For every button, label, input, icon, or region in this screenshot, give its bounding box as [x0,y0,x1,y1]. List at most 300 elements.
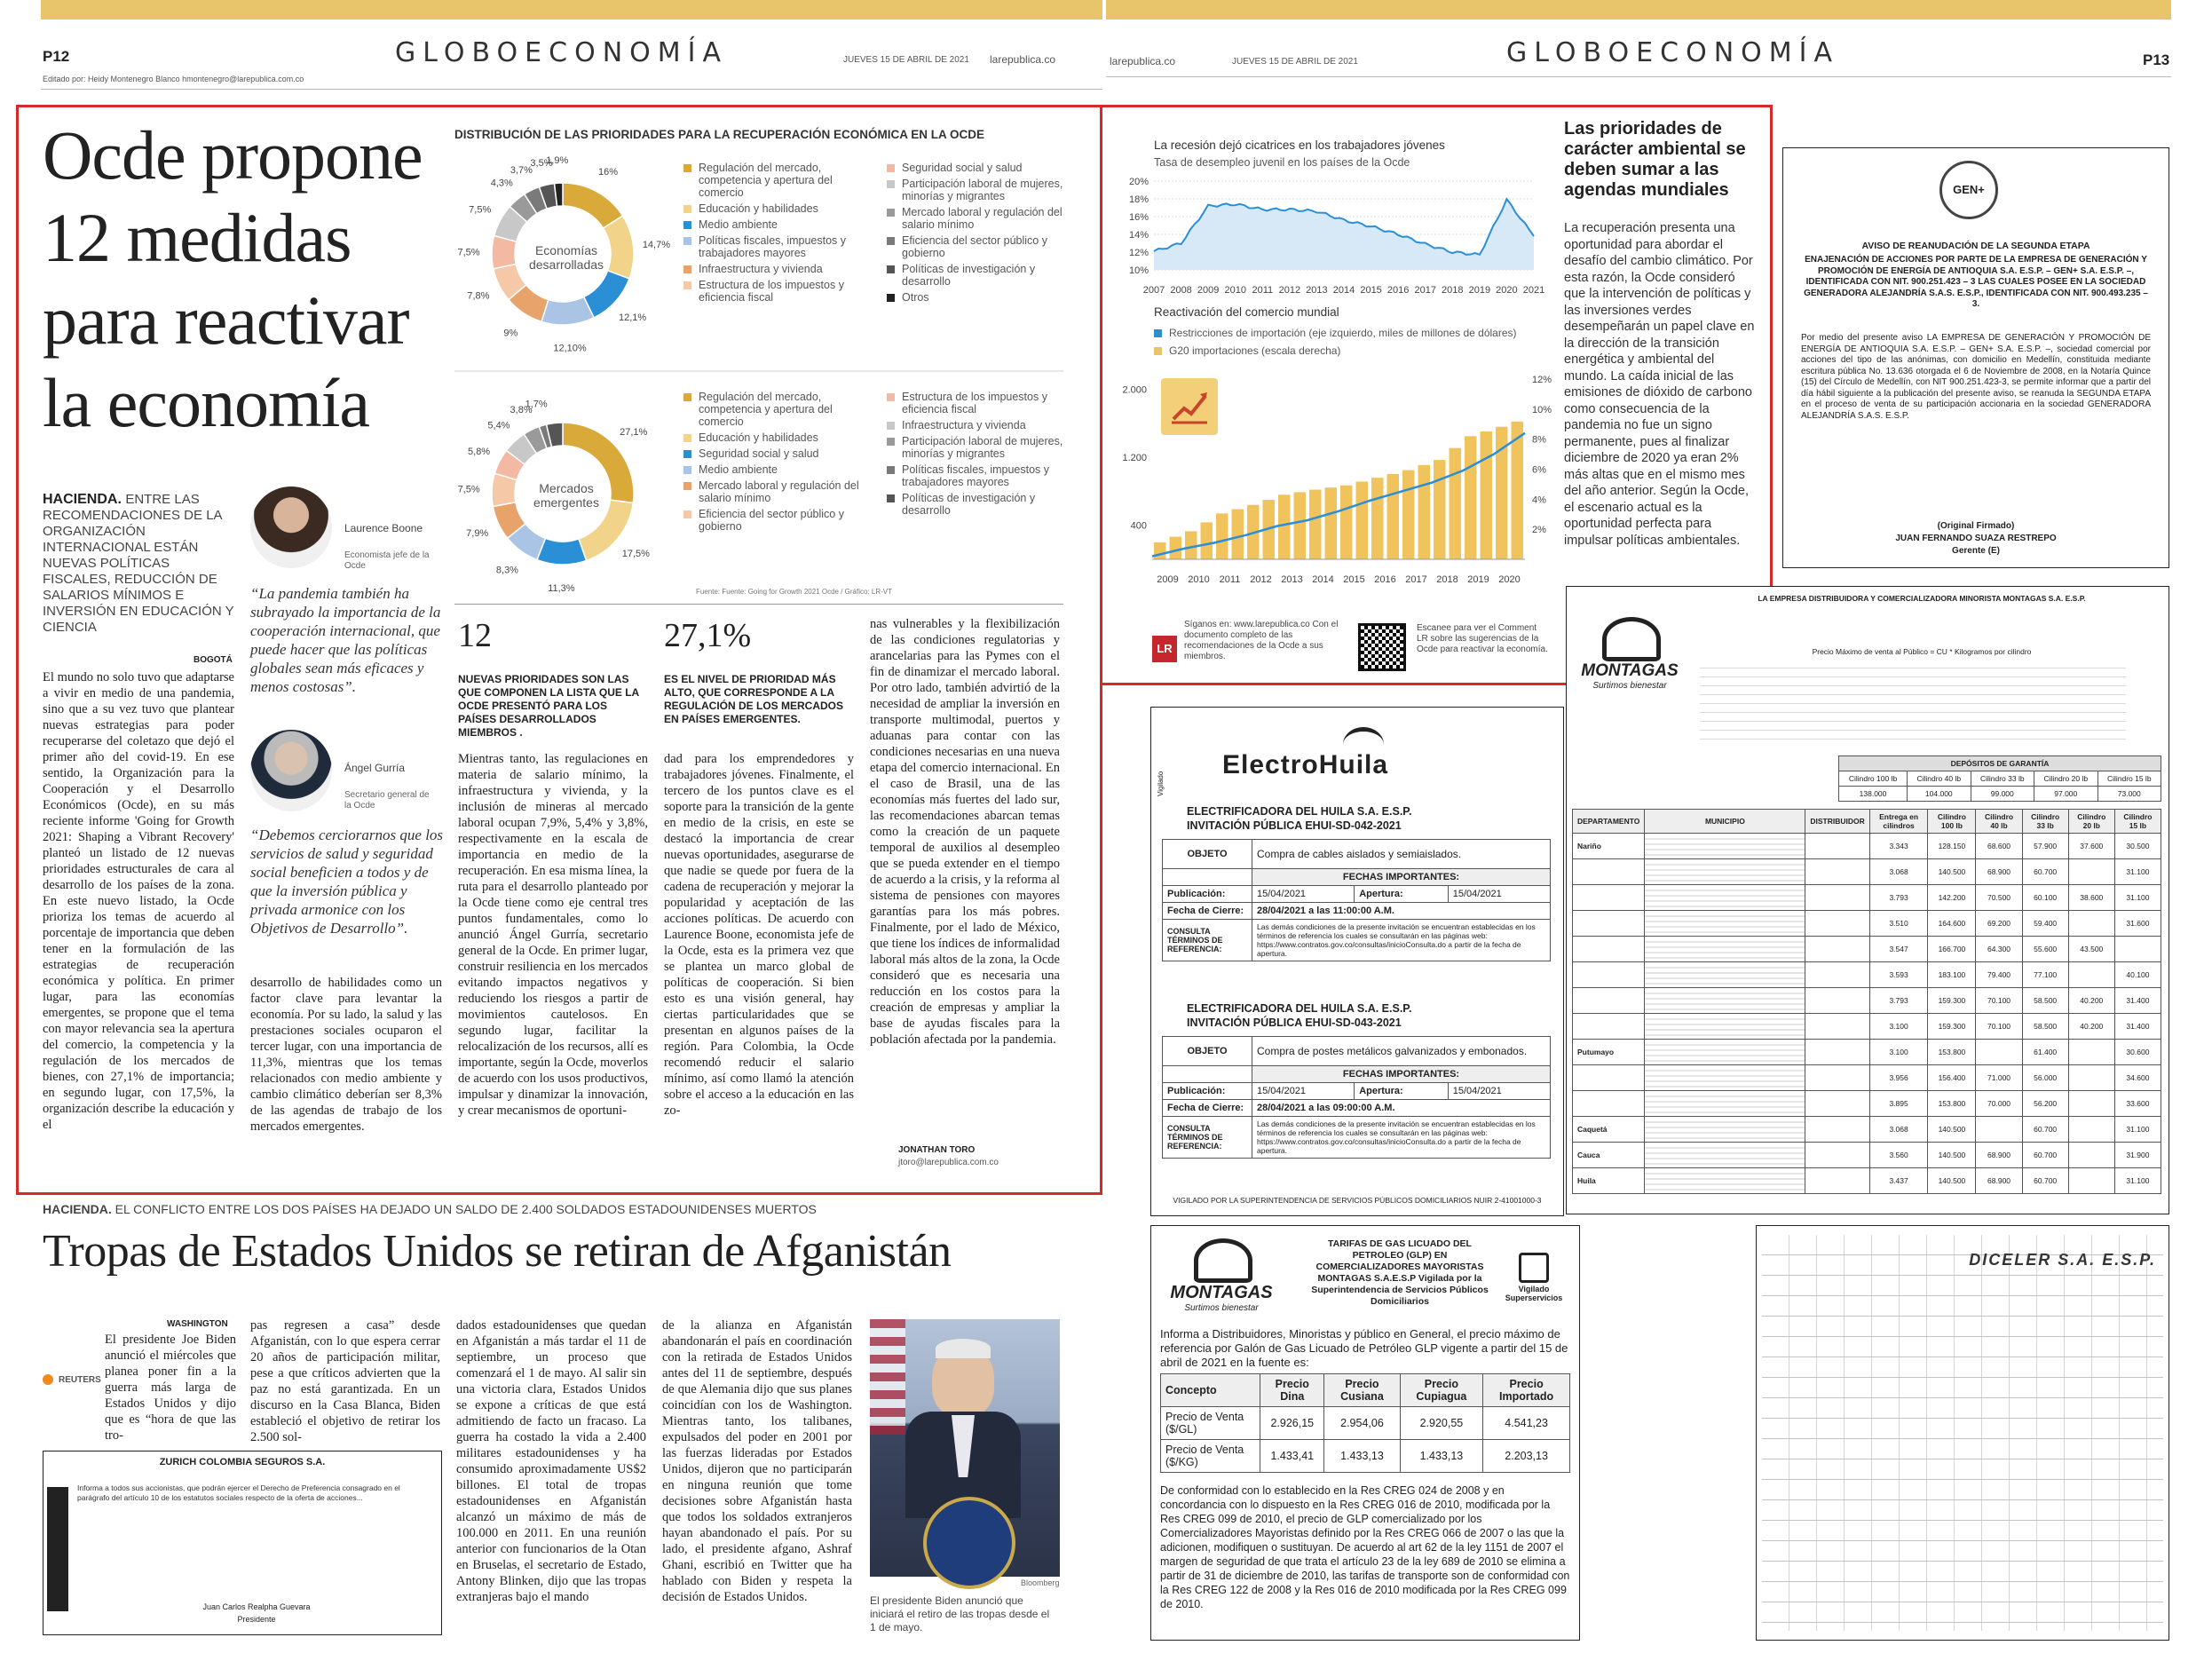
legend-label: Políticas fiscales, impuestos y trabajadores mayores [902,463,1050,488]
donut-slice-label: 8,3% [495,565,518,576]
second-dateline: WASHINGTON [167,1319,228,1329]
table-cell: 71.000 [1976,1065,2022,1091]
electrohuila-vigilado: Vigilado [1157,771,1165,796]
donut-slice [541,297,594,325]
table-cell: 37.600 [2068,834,2114,859]
table-cell: 183.100 [1928,962,1976,988]
superservicios-label: Vigilado Superservicios [1505,1285,1563,1302]
montagas-tariff-ad [1150,1225,1580,1641]
table-cell: 58.500 [2022,988,2068,1014]
second-col-3: dados estadounidenses que quedan en Afganistán a más tardar el 11 de septiembre, un proceso que comenzará el 1 de mayo. Al salir sin una victoria clara, Estados Unidos se expone a críticas de que está admitiendo de facto un fracaso. La guerra ha costado la vida a 2.400 militares estadounidenses y ha consumido aproximadamente US$2 billones. El total de tropas estadounidenses en Afganistán alcanzó un máximo de más de 100.000 en 2011. En una reunión anterior con funcionarios de la Otan en Bruselas, el secretario de Estado, Antony Blinken, dijo que las tropas extranjeras bajo el mando [456,1318,646,1604]
eh-ap-label-1: Apertura: [1355,886,1449,903]
table-cell [1645,1091,1805,1117]
bar-chart-title: Reactivación del comercio mundial [1154,305,1339,319]
table-cell: 68.600 [1976,834,2022,859]
eh-pub-label-2: Publicación: [1163,1083,1252,1100]
person2-name: Ángel Gurría [344,762,406,774]
table-cell: 33.600 [2114,1091,2161,1117]
table-cell: 3.100 [1869,1014,1928,1040]
zurich-side-bar [47,1487,68,1611]
qr-code-icon[interactable] [1358,623,1406,671]
montagas-tariff-intro: Informa a Distribuidores, Minoristas y público en General, el precio máximo de referencia por Galón de Gas Licuado de Petróleo GLP vigente a partir del 15 de abril de 2021 en la fuente es: [1160,1327,1568,1369]
line-y-tick: 10% [1128,265,1149,276]
legend-item [887,178,1074,202]
second-headline: Tropas de Estados Unidos se retiran de Afganistán [43,1226,952,1277]
deposit-header: DEPÓSITOS DE GARANTÍA [1839,756,2161,771]
table-cell: 30.500 [2114,834,2161,859]
donut-slice-label: 12,1% [618,312,647,324]
line-x-tick: 2017 [1414,285,1436,296]
bar-right-tick: 6% [1532,464,1546,476]
second-deck [43,1202,817,1216]
table-cell: 60.700 [2022,1117,2068,1143]
date-left: JUEVES 15 DE ABRIL DE 2021 [843,55,969,65]
montagas-deposit-table [1838,755,2161,802]
table-header-cell: Entrega en cilindros [1869,810,1928,834]
stat1-text: NUEVAS PRIORIDADES SON LAS QUE COMPONEN LA LISTA QUE LA OCDE PRESENTÓ PARA LOS PAÍSES DESARROLLADOS MIEMBROS . [458,673,639,739]
legend-swatch [683,281,691,289]
bar-import-restrictions [1216,513,1228,559]
zurich-body: Informa a todos sus accionistas, que podrán ejercer el Derecho de Preferencia consagrado en el parágrafo del artículo 10 de los estatutos sociales respecto de la oferta de acciones... [77,1483,400,1502]
montagas-flame-icon [1602,617,1661,661]
table-cell: Cauca [1573,1143,1645,1168]
table-cell: 140.500 [1928,1143,1976,1168]
avatar-angel-gurria [250,730,332,811]
table-row [1573,1117,2161,1143]
bar-x-tick: 2018 [1436,574,1458,585]
donut-bottom-rule [454,604,1063,605]
table-cell: 166.700 [1928,937,1976,962]
eh-cierre-label-1: Fecha de Cierre: [1163,903,1252,920]
table-cell: 159.300 [1928,1014,1976,1040]
table-cell: 40.200 [2068,988,2114,1014]
bar-x-tick: 2010 [1188,574,1210,585]
legend-item [887,391,1074,415]
table-cell [1645,911,1805,937]
line-chart-subtitle: Tasa de desempleo juvenil en los países de la Ocde [1154,156,1410,169]
donut2-center-label: Mercados emergentes [533,481,599,510]
legend-swatch [683,434,691,442]
table-cell: 40.100 [2114,962,2161,988]
table-cell: 31.400 [2114,988,2161,1014]
main-deck [43,492,234,636]
legend-label: Otros [902,291,929,304]
donut-slice-label: 11,3% [548,582,575,594]
second-kicker: HACIENDA. [43,1202,112,1216]
eh-objeto-1: Compra de cables aislados y semiaislados. [1252,840,1551,869]
bar-import-restrictions [1325,487,1338,559]
line-y-tick: 20% [1128,177,1149,187]
eh-company-1: ELECTRIFICADORA DEL HUILA S.A. E.S.P. [1187,805,1412,818]
legend-swatch [887,164,895,172]
table-cell: 153.800 [1928,1091,1976,1117]
table-cell: 77.100 [2022,962,2068,988]
legend-swatch [887,494,895,502]
date-right: JUEVES 15 DE ABRIL DE 2021 [1232,57,1358,67]
legend-item [683,234,871,259]
montagas-tariff-title: TARIFAS DE GAS LICUADO DEL PETROLEO (GLP) EN COMERCIALIZADORES MAYORISTAS MONTAGAS S.A.E.S.P Vigilada por la Superintendencia de Servicios Públicos Domiciliarios [1311,1238,1489,1307]
table-cell [1805,988,1869,1014]
table-cell [1805,1014,1869,1040]
table-cell [1645,1117,1805,1143]
legend-item [683,447,871,460]
montagas-tariff-footer: De conformidad con lo establecido en la Res CREG 024 de 2008 y en concordancia con lo dispuesto en la Res CREG 016 de 2010, modificada por la Res CREG 099 de 2010, el precio de GLP comercializado por los Comercializadores Mayoristas definido por la Res CREG 066 de 2007 o las que la adicionen, modifiquen o sustituyan. De acuerdo al art 62 de la ley 1151 de 2007 el margen de seguridad de que trata el artículo 23 de la ley 689 de 2010 se elimina a partir de 31 de diciembre de 2010, las tarifas de transporte son de conformidad con la Res CREG 122 de 2008 y la Res 016 de 2010 modificada por la Res CREG 099 de 2010. [1160,1484,1570,1610]
reuters-label: REUTERS [59,1374,101,1385]
legend-swatch [887,393,895,401]
table-header-cell: DEPARTAMENTO [1573,810,1645,834]
bar-x-tick: 2012 [1250,574,1272,585]
legend-label: Políticas de investigación y desarrollo [902,263,1036,288]
legend-item [887,291,1074,304]
main-col-5: nas vulnerables y la flexibilización de las condiciones regulatorias y arancelarias para las Pymes con el fin de dinamizar el mercado laboral. Por otro lado, también advirtió de la necesidad de ampliar la inversión en transporte multimodal, puertos y aduanas para contar con las condiciones necesarias en una nueva etapa del comercio internacional. En el caso de Brasil, una de las economías más fuertes del lado sur, las recomendaciones abarcan temas como la creación de un paquete temporal de auxilios al desempleo que se pueda extender en el tiempo de acuerdo a la crisis, y la reforma al sistema de pensiones con mayores garantías para los más pobres. Finalmente, por el lado de México, que tiene los índices de informalidad laboral más altos de la zona, la Ocde consideró que es necesaria una reducción en los costos para la creación de empresas y ampliar la base de ayudas fiscales para la población afectada por la pandemia. [870,617,1060,1047]
table-cell: 79.400 [1976,962,2022,988]
deposit-val: 138.000 [1839,787,1908,802]
table-row [1573,1168,2161,1194]
tariff-cell: 1.433,13 [1324,1440,1400,1473]
table-cell: 56.000 [2022,1065,2068,1091]
legend-item [887,234,1074,259]
legend-swatch [683,393,691,401]
quote-boone: “La pandemia también ha subrayado la importancia de la cooperación internacional, que puede hacer que las políticas globales sean más eficaces y menos costosas”. [250,585,441,695]
legend-swatch [683,510,691,518]
eh-fechas-label-2: FECHAS IMPORTANTES: [1252,1066,1551,1083]
eh-pub-label-1: Publicación: [1163,886,1252,903]
bar-import-restrictions [1278,494,1291,559]
eh-company-2: ELECTRIFICADORA DEL HUILA S.A. E.S.P. [1187,1002,1412,1015]
quote-gurria: “Debemos cerciorarnos que los servicios de salud y seguridad social beneficien a todos y de que la inversión pública y privada armonice con los Objetivos de Desarrollo”. [250,827,444,937]
bar-right-tick: 12% [1532,374,1552,385]
table-cell: 3.593 [1869,962,1928,988]
lr-logo-icon: LR [1152,636,1177,662]
table-cell: 153.800 [1928,1040,1976,1065]
legend-label: Mercado laboral y regulación del salario mínimo [699,479,859,504]
legend-item [683,463,871,476]
table-cell: Nariño [1573,834,1645,859]
biden-photo [870,1319,1060,1577]
legend-label: Estructura de los impuestos y eficiencia fiscal [902,391,1047,415]
legend-item [887,263,1074,288]
table-cell: 40.200 [2068,1014,2114,1040]
table-cell: 140.500 [1928,859,1976,885]
header-rule-right [1106,76,2171,77]
legend-label: Mercado laboral y regulación del salario mínimo [902,206,1063,231]
line-y-tick: 12% [1128,248,1149,258]
table-cell: 3.793 [1869,885,1928,911]
table-cell [1645,988,1805,1014]
deposit-val: 104.000 [1908,787,1971,802]
gen-logo: GEN+ [1939,161,1998,219]
header-rule-left [41,89,1102,90]
line-y-tick: 16% [1128,212,1149,223]
table-row [1573,834,2161,859]
superservicios-badge [1503,1253,1565,1302]
page-number-left: P12 [43,48,70,65]
bar-x-tick: 2013 [1281,574,1303,585]
legend-item [887,435,1074,460]
bar-import-restrictions [1450,448,1462,559]
eh-ap-date-2: 15/04/2021 [1448,1083,1550,1100]
table-cell: 3.547 [1869,937,1928,962]
bar-import-restrictions [1340,486,1353,559]
table-cell: 156.400 [1928,1065,1976,1091]
bar-left-tick: 400 [1130,520,1147,532]
donut-slice-label: 9% [503,328,518,339]
table-cell: 70.000 [1976,1091,2022,1117]
table-cell: 61.400 [2022,1040,2068,1065]
table-cell: 68.900 [1976,1168,2022,1194]
deck-text: ENTRE LAS RECOMENDACIONES DE LA ORGANIZACIÓN INTERNACIONAL ESTÁN NUEVAS POLÍTICAS FISCALES, REDUCCIÓN DE SALARIOS MÍNIMOS E INVERSIÓN EN EDUCACIÓN Y CIENCIA [43,492,234,635]
table-row [1573,859,2161,885]
line-y-tick: 18% [1128,194,1149,205]
legend-item [683,508,871,533]
bar-import-restrictions [1371,478,1384,559]
second-col-1: El presidente Joe Biden anunció el miércoles que planea poner fin a la guerra más larga de Estados Unidos y dijo que es “hora de que las tro- [105,1333,236,1443]
table-cell: Putumayo [1573,1040,1645,1065]
table-cell [2068,1143,2114,1168]
zurich-signer: Juan Carlos Realpha Guevara [202,1602,311,1611]
legend-label: Regulación del mercado, competencia y apertura del comercio [699,391,833,428]
site-right: larepublica.co [1110,55,1176,67]
table-cell: 58.500 [2022,1014,2068,1040]
legend-label: Infraestructura y vivienda [699,263,823,275]
table-cell [1805,885,1869,911]
diceler-ad [1756,1225,2169,1641]
stat1-value: 12 [458,617,492,654]
eh-fechas-label-1: FECHAS IMPORTANTES: [1252,869,1551,886]
main-col-3: Mientras tanto, las regulaciones en materia de salario mínimo, la infraestructura y vivienda, y la inclusión de mineras al mercado laboral ocupan 7,9%, 5,4% y 3,8%, respectivamente en la escala de importancia en medio de la recuperación. En esa misma línea, la ruta para el desarrollo planteado por la Ocde tiene como eje central tres puntos fundamentales, como lo anunció Ángel Gurría, secretario general de la Ocde. En primer lugar, construir resiliencia en los mercados evitando impactos negativos y reduciendo los riesgos a partir de movimientos cautelosos. En segundo lugar, facilitar la relocalización de los recursos, allí es importante, según la Ocde, moverlos de acuerdo con los usos productivos, impulsar y dinamizar la innovación, y crear mecanismos de oportuni- [458,752,648,1118]
line-x-tick: 2019 [1468,285,1491,296]
bar-import-restrictions [1154,542,1166,559]
table-cell: 140.500 [1928,1168,1976,1194]
montagas-top-tagline: Surtimos bienestar [1592,681,1667,691]
gold-header-bar-right [1106,0,2171,20]
line-chart-title: La recesión dejó cicatrices en los trabajadores jóvenes [1154,138,1445,152]
table-cell [2114,937,2161,962]
bar-left-tick: 2.000 [1122,384,1147,396]
table-cell: 31.100 [2114,859,2161,885]
table-cell: 128.150 [1928,834,1976,859]
legend-swatch [887,294,895,302]
photo-caption: El presidente Biden anunció que iniciará el retiro de las tropas desde el 1 de mayo. [870,1594,1050,1633]
dateline-bogota: BOGOTÁ [194,655,233,665]
legend-label: Políticas de investigación y desarrollo [902,492,1036,517]
donut1-legend [683,162,1074,307]
table-cell [1805,1040,1869,1065]
electrohuila-arc-icon [1343,727,1384,762]
line-x-tick: 2012 [1278,285,1301,296]
donut-slice-label: 17,5% [621,548,650,559]
tariff-cell: Precio de Venta ($/GL) [1161,1407,1260,1440]
eh-ap-label-2: Apertura: [1355,1083,1449,1100]
table-cell: Caquetá [1573,1117,1645,1143]
deposit-col: Cilindro 33 lb [1971,771,2034,787]
donut-slice-label: 7,5% [457,484,480,495]
table-cell: 60.700 [2022,859,2068,885]
eh-consulta-2: Las demás condiciones de la presente invitación se encuentran establecidas en los términos de referencia los cuales se consultarán en las páginas web: https://www.contratos.gov.co/consultas/inicioConsulta.do a partir de la fecha de apertura. [1252,1117,1551,1159]
montagas-table-ad [1566,586,2169,1214]
stat2-value: 27,1% [664,617,752,654]
line-x-tick: 2010 [1224,285,1246,296]
table-cell: 3.100 [1869,1040,1928,1065]
donut-slice-label: 12,10% [553,343,587,354]
eh-consulta-label-2: CONSULTA TÉRMINOS DE REFERENCIA: [1163,1117,1252,1159]
table-cell [1573,859,1645,885]
table-row [1573,962,2161,988]
photo-flag [870,1319,905,1435]
tariff-cell: Precio Cusiana [1324,1374,1400,1407]
table-cell [1805,937,1869,962]
legend-item [887,419,1074,431]
trend-chart-icon [1161,378,1218,435]
table-cell [1645,1143,1805,1168]
zurich-ad [43,1451,442,1635]
table-cell: 68.900 [1976,859,2022,885]
bar-import-restrictions [1465,436,1477,559]
tariff-cell: 1.433,13 [1400,1440,1483,1473]
legend-label: Educación y habilidades [699,431,818,444]
legend-label: Participación laboral de mujeres, minorías y migrantes [902,435,1063,460]
montagas-top-logo-block [1572,617,1687,691]
bar-right-tick: 2% [1532,525,1546,536]
eh-consulta-1: Las demás condiciones de la presente invitación se encuentran establecidas en los términos de referencia los cuales se consultarán en las páginas web: https://www.contratos.gov.co/consultas/inicioConsulta.do a partir de la fecha de apertura. [1252,920,1551,961]
table-cell: 3.343 [1869,834,1928,859]
legend-label: Medio ambiente [699,218,778,231]
montagas-tariff-table [1160,1373,1570,1473]
legend-label: Educación y habilidades [699,202,818,215]
donut-slice-label: 7,5% [469,204,492,216]
table-cell [1573,988,1645,1014]
table-cell: 59.400 [2022,911,2068,937]
bar-x-tick: 2009 [1157,574,1179,585]
table-cell [1645,859,1805,885]
deposit-val: 97.000 [2034,787,2097,802]
table-cell [1573,885,1645,911]
diceler-table-grid [1762,1235,2163,1631]
sidebar-headline: Las prioridades de carácter ambiental se deben sumar a las agendas mundiales [1564,119,1746,200]
tariff-cell: 2.954,06 [1324,1407,1400,1440]
author-email: jtoro@larepublica.com.co [898,1158,999,1167]
bar-import-restrictions [1418,465,1431,559]
table-cell [1573,962,1645,988]
author-name: JONATHAN TORO [898,1145,976,1155]
table-cell: 3.560 [1869,1143,1928,1168]
tariff-cell: Precio de Venta ($/KG) [1161,1440,1260,1473]
eh-objeto-label-2: OBJETO [1163,1037,1252,1066]
section-masthead-left: GLOBOECONOMÍA [395,37,728,68]
table-cell: 60.100 [2022,885,2068,911]
table-cell [1573,1091,1645,1117]
table-cell [1805,1091,1869,1117]
table-cell [1573,911,1645,937]
table-cell [2068,1168,2114,1194]
eh-footer: VIGILADO POR LA SUPERINTENDENCIA DE SERVICIOS PÚBLICOS DOMICILIARIOS NUIR 2-41001000-3 [1173,1196,1542,1205]
montagas-bottom-tagline: Surtimos bienestar [1184,1303,1259,1313]
legend-label: Infraestructura y vivienda [902,419,1026,431]
electrohuila-logo: ElectroHuila [1222,750,1389,779]
table-cell: 30.600 [2114,1040,2161,1065]
legend-label: Seguridad social y salud [902,162,1023,174]
montagas-price-table [1572,809,2161,1194]
table-cell: 3.895 [1869,1091,1928,1117]
legend-label: Regulación del mercado, competencia y apertura del comercio [699,162,833,199]
second-col-2: pas regresen a casa” desde Afganistán, con lo que espera cerrar 20 años de participación militar, pese a que críticos advierten que la paz no está garantizada. En un discurso en la Casa Blanca, Biden estableció el objetivo de retirar los 2.500 sol- [250,1318,440,1444]
gen-body: Por medio del presente aviso LA EMPRESA DE GENERACIÓN Y PROMOCIÓN DE ENERGÍA DE ANTIOQUIA S.A. E.S.P. – GEN+ S.A. E.S.P. –, sociedad comercial por acciones del tipo de las anónimas, con domicilio en Medellín, constituida mediante escritura pública No. 13.636 otorgada el 6 de Noviembre de 2008, en la Notaría Quince (15) del Círculo de Medellín, con NIT 900.251.423-3, se permite informar que a partir del día hábil siguiente a la publicación del presente aviso, se reanuda la SEGUNDA ETAPA en el proceso de venta de su participación accionaria en la sociedad GENERADORA ALEJANDRÍA S.A.S. E.S.P. [1801,333,2151,421]
legend-item [683,202,871,215]
line-y-tick: 14% [1128,230,1149,241]
line-x-tick: 2007 [1142,285,1165,296]
main-col-4: dad para los emprendedores y trabajadores jóvenes. Finalmente, el tercero de los puntos clave es el soporte para la transición de la gente en medio de la crisis, en este se destacó la importancia de crear nuevas oportunidades, asegurarse de que nadie se quede por fuera de la cadena de recuperación y mejorar la popularidad y aceptación de las acciones políticas. De acuerdo con Laurence Boone, economista jefe de la Ocde, esta es la primera vez que se plantea un marco global de políticas de cooperación. Si bien esto es una visión general, hay ciertas particularidades que se presentan en algunos países de la región. Para Colombia, la Ocde recomendó reducir el salario mínimo, así como llamó la atención sobre el acceso a la educación en las zo- [664,752,854,1118]
legend-swatch [887,265,895,273]
bar-import-restrictions [1309,490,1322,559]
table-cell [1573,1065,1645,1091]
line-x-tick: 2014 [1332,285,1355,296]
table-cell [1805,1168,1869,1194]
donut-slice-label: 3,5% [530,157,553,169]
legend-swatch [683,466,691,474]
table-cell: 43.500 [2068,937,2114,962]
table-cell: 57.900 [2022,834,2068,859]
person2-role: Secretario general de la Ocde [344,790,430,811]
table-row [1573,1143,2161,1168]
legend-item [683,431,871,444]
sidebar-body: La recuperación presenta una oportunidad para abordar el desafío del cambio climático. Por esta razón, la Ocde consideró que la intervención de políticas y las inversiones verdes desempeñarán un papel clave en la dirección de la transición energética y ambiental del mundo. La caída inicial de las emisiones de dióxido de carbono como consecuencia de la pandemia no fue un signo permanente, pues al finalizar diciembre de 2020 ya eran 2% más altas que en el mismo mes del año anterior. Según la Ocde, el escenario actual es la oportunidad perfecta para impulsar políticas ambientales. [1564,221,1755,548]
montagas-fineprint [1700,660,2126,740]
tariff-cell: 4.541,23 [1483,1407,1570,1440]
bar-import-restrictions [1434,460,1446,559]
legend-item [887,206,1074,231]
line-x-tick: 2020 [1496,285,1518,296]
table-row [1573,1065,2161,1091]
zurich-signer-role: Presidente [237,1615,276,1624]
bar-import-restrictions [1170,537,1182,559]
table-header-cell: DISTRIBUIDOR [1805,810,1869,834]
bar-import-restrictions [1201,522,1213,559]
eh-cierre-label-2: Fecha de Cierre: [1163,1100,1252,1117]
eh-ap-date-1: 15/04/2021 [1448,886,1550,903]
legend-item [683,279,871,304]
legend-item [887,162,1074,174]
bar-chart-svg [1117,328,1553,595]
table-cell [2068,962,2114,988]
bar-right-tick: 8% [1532,434,1546,446]
bar-import-restrictions [1232,510,1244,559]
legend-swatch [683,164,691,172]
eh-pub-date-2: 15/04/2021 [1252,1083,1355,1100]
table-cell: 3.510 [1869,911,1928,937]
legend-label: Medio ambiente [699,463,778,476]
legend-label: Eficiencia del sector público y gobierno [902,234,1047,259]
montagas-bottom-logo: MONTAGAS [1170,1283,1273,1302]
montagas-formula: Precio Máximo de venta al Público = CU * Kilogramos por cilindro [1812,647,2032,656]
table-cell [1805,859,1869,885]
main-col-2: desarrollo de habilidades como un factor clave para levantar la economía. Por su lado, la salud y las prestaciones sociales ocuparon el tercer lugar, con una importancia de 11,3%, mientras que los temas relacionados con medio ambiente y cambio climático deberían ser 8,3% de las agendas de trabajo de los mercados emergentes. [250,976,442,1134]
donut-slice-label: 27,1% [620,427,648,439]
gen-signer-role: Gerente (E) [1952,546,2000,556]
person1-name: Laurence Boone [344,522,423,534]
table-cell [1645,834,1805,859]
tariff-cell: Concepto [1161,1374,1260,1407]
table-row [1573,1091,2161,1117]
main-col-1: El mundo no solo tuvo que adaptarse a vivir en medio de una pandemia, sino que a su vez tuvo que plantear nuevas estrategias para poder recuperarse del coletazo que dejó el primer año del covid-19. En ese sentido, la Organización para la Cooperación y el Desarrollo Económicos (Ocde), en su más reciente informe 'Going for Growth 2021: Shaping a Vibrant Recovery' planteó un listado de 12 nuevas prioridades estructurales de cara al desarrollo de los países de la zona. En este nuevo listado, la Ocde prioriza los temas de acuerdo al porcentaje de importancia que deben tener en la formulación de las estrategias de recuperación económica y política. En primer lugar, para las economías emergentes, se propone que el tema con mayor relevancia sea la apertura del comercio, la competencia y la regulación de los mercados de bienes, con 27,1% de importancia; en segundo lugar, con 17,5%, la organización describe la educación y el [43,670,234,1132]
line-x-tick: 2009 [1197,285,1220,296]
eh-objeto-label-1: OBJETO [1163,840,1252,869]
line-x-tick: 2021 [1522,285,1545,296]
second-col-4: de la alianza en Afganistán abandonarán el país en coordinación con la retirada de Estados Unidos antes del 11 de septiembre, después de que Alemania dijo que sus planes coincidían con los de Washington. Mientras tanto, los talibanes, expulsados del poder en 2001 por las fuerzas lideradas por Estados Unidos, dijeron que no participarán en ninguna reunión que tome decisiones sobre Afganistán hasta que todos los soldados extranjeros hayan abandonado el país. Por su lado, el presidente afgano, Ashraf Ghani, escribió en Twitter que ha hablado con Biden y respeta la decisión de Estados Unidos. [662,1318,852,1604]
table-cell: 56.200 [2022,1091,2068,1117]
line-x-tick: 2015 [1360,285,1382,296]
zurich-title: ZURICH COLOMBIA SEGUROS S.A. [159,1457,326,1467]
line-x-tick: 2013 [1306,285,1328,296]
